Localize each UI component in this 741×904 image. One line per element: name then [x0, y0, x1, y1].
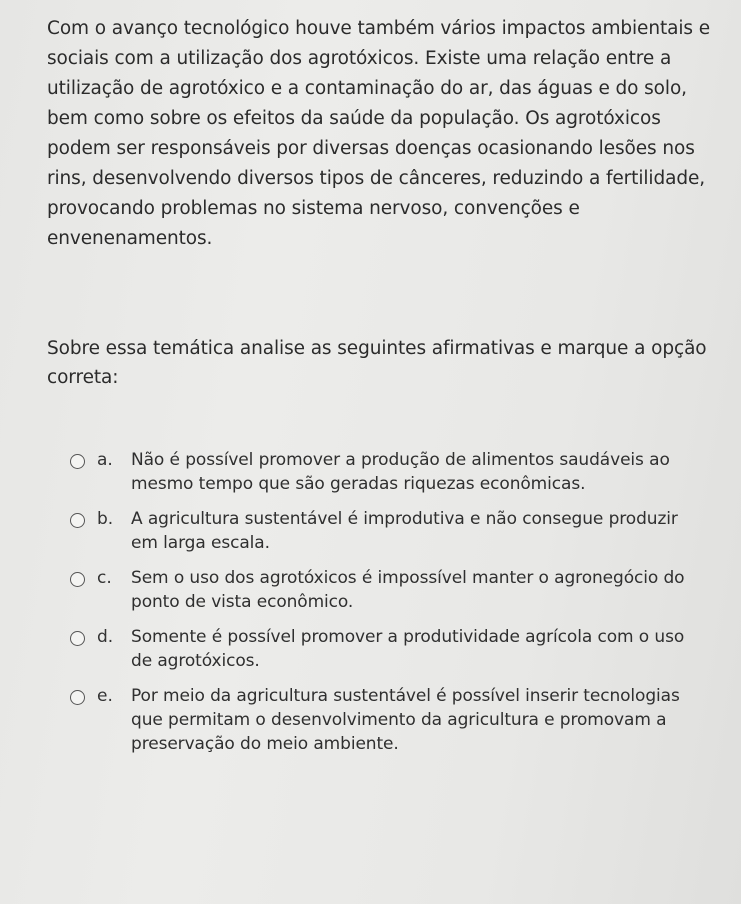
- option-letter: b.: [97, 509, 114, 529]
- radio-button-b[interactable]: [70, 513, 85, 528]
- option-letter: a.: [97, 450, 113, 470]
- option-text: A agricultura sustentável é improdutiva e não consegue produzir em larga escala.: [131, 509, 678, 553]
- option-a[interactable]: [70, 448, 690, 496]
- radio-button-a[interactable]: [70, 454, 85, 469]
- question-prompt: [47, 334, 707, 392]
- option-letter: d.: [97, 627, 114, 647]
- intro-text: Com o avanço tecnológico houve também vários impactos ambientais e sociais com a utilização dos agrotóxicos. Existe uma relação entre a utilização de agrotóxico e a contaminação do ar, das águas e do solo, bem como sobre os efeitos da saúde da população. Os agrotóxicos podem ser responsáveis por diversas doenças ocasionando lesões nos rins, desenvolvendo diversos tipos de cânceres, reduzindo a fertilidade, provocando problemas no sistema nervoso, convenções e envenenamentos.: [47, 18, 710, 249]
- option-text: Somente é possível promover a produtividade agrícola com o uso de agrotóxicos.: [131, 627, 685, 671]
- intro-paragraph: [47, 14, 727, 254]
- option-e[interactable]: [70, 684, 690, 756]
- option-letter: e.: [97, 686, 113, 706]
- option-text: Não é possível promover a produção de alimentos saudáveis ao mesmo tempo que são geradas riquezas econômicas.: [131, 450, 670, 494]
- option-text: Por meio da agricultura sustentável é possível inserir tecnologias que permitam o desenvolvimento da agricultura e promovam a preservação do meio ambiente.: [131, 686, 680, 754]
- option-d[interactable]: [70, 625, 690, 673]
- option-letter: c.: [97, 568, 112, 588]
- option-c[interactable]: [70, 566, 690, 614]
- option-text: Sem o uso dos agrotóxicos é impossível manter o agronegócio do ponto de vista econômico.: [131, 568, 685, 612]
- answer-options: [70, 448, 690, 767]
- radio-button-c[interactable]: [70, 572, 85, 587]
- radio-button-d[interactable]: [70, 631, 85, 646]
- radio-button-e[interactable]: [70, 690, 85, 705]
- option-b[interactable]: [70, 507, 690, 555]
- question-text: Sobre essa temática analise as seguintes afirmativas e marque a opção correta:: [47, 338, 707, 388]
